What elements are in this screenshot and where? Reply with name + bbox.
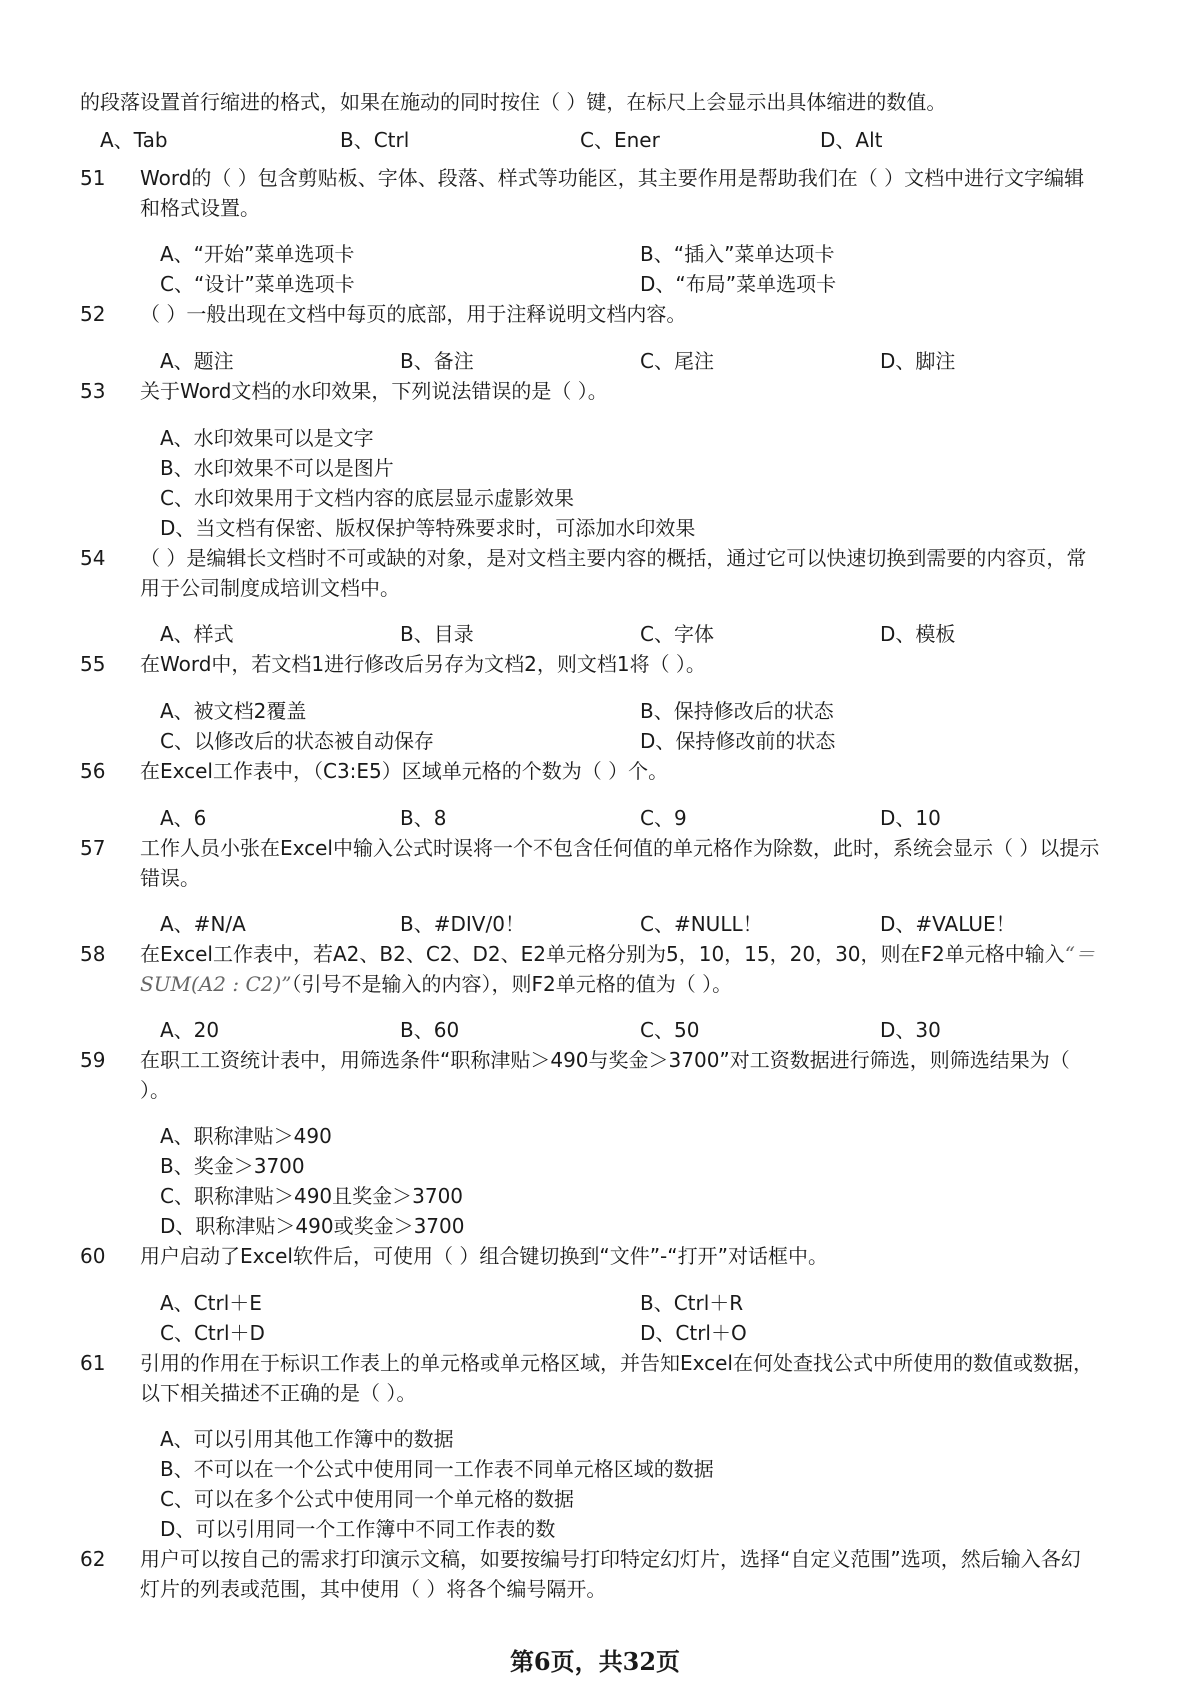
option-d: D、10 [880,806,941,830]
question-number: 56 [80,759,106,783]
option-a: A、职称津贴＞490 [160,1124,332,1148]
option-a: A、水印效果可以是文字 [160,426,374,450]
option-b: B、Ctrl＋R [640,1291,744,1315]
question-text: 在Word中，若文档1进行修改后另存为文档2，则文档1将（ ）。 [140,652,706,676]
option-c: C、职称津贴＞490且奖金＞3700 [160,1184,464,1208]
option-b: B、备注 [400,349,474,373]
question-text: 关于Word文档的水印效果，下列说法错误的是（ ）。 [140,379,608,403]
option-b: B、奖金＞3700 [160,1154,305,1178]
option-b: B、60 [400,1018,460,1042]
option-a: A、样式 [160,622,234,646]
option-b: B、#DIV/0！ [400,912,525,936]
option-a: A、6 [160,806,207,830]
option-b: B、“插入”菜单达项卡 [640,242,835,266]
option-a: A、题注 [160,349,234,373]
option-a: A、#N/A [160,912,246,936]
option-c: C、字体 [640,622,714,646]
option-b: B、目录 [400,622,474,646]
question-text: 用户可以按自己的需求打印演示文稿，如要按编号打印特定幻灯片，选择“自定义范围”选项，然后输入各幻灯片的列表或范围，其中使用（ ）将各个编号隔开。 [140,1547,1081,1601]
question-number: 53 [80,379,106,403]
option-d: D、脚注 [880,349,956,373]
question-text: 在职工工资统计表中，用筛选条件“职称津贴＞490与奖金＞3700”对工资数据进行筛选，则筛选结果为（ ）。 [140,1048,1070,1102]
option-d: D、30 [880,1018,941,1042]
question-text [140,939,1100,999]
option-c: C、水印效果用于文档内容的底层显示虚影效果 [160,486,574,510]
question-number: 51 [80,166,106,190]
question-number: 57 [80,836,106,860]
question-text: （ ）一般出现在文档中每页的底部，用于注释说明文档内容。 [140,302,687,326]
option-a: A、Ctrl＋E [160,1291,262,1315]
option-b: B、保持修改后的状态 [640,699,834,723]
question-text: 工作人员小张在Excel中输入公式时误将一个不包含任何值的单元格作为除数，此时，系统会显示（ ）以提示错误。 [140,836,1100,890]
option-b: B、8 [400,806,447,830]
question-text-part-a: 在Excel工作表中，若A2、B2、C2、D2、E2单元格分别为5，10，15，20，30，则在F2单元格中输入 [140,942,1065,966]
question-number: 58 [80,942,106,966]
question-number: 61 [80,1351,106,1375]
formula: “＝SUM(A2 : C2)” [140,942,1095,996]
question-text-part-b: （引号不是输入的内容），则F2单元格的值为（ ）。 [291,972,733,996]
option-a: A、20 [160,1018,220,1042]
option-d: D、保持修改前的状态 [640,729,836,753]
lead-text: 的段落设置首行缩进的格式，如果在施动的同时按住（ ）键，在标尺上会显示出具体缩进的数值。 [80,90,947,114]
option-c: C、50 [640,1018,700,1042]
question-number: 52 [80,302,106,326]
question-text: 用户启动了Excel软件后，可使用（ ）组合键切换到“文件”-“打开”对话框中。 [140,1244,828,1268]
option-c: C、以修改后的状态被自动保存 [160,729,434,753]
lead-option-b: B、Ctrl [340,128,410,152]
question-text: 引用的作用在于标识工作表上的单元格或单元格区域，并告知Excel在何处查找公式中所使用的数值或数据，以下相关描述不正确的是（ ）。 [140,1351,1093,1405]
page-footer: 第6页，共32页 [509,1647,681,1676]
lead-option-c: C、Ener [580,128,660,152]
question-number: 54 [80,546,106,570]
option-b: B、不可以在一个公式中使用同一工作表不同单元格区域的数据 [160,1457,714,1481]
option-a: A、被文档2覆盖 [160,699,307,723]
option-d: D、可以引用同一个工作簿中不同工作表的数 [160,1517,556,1541]
question-number: 55 [80,652,106,676]
option-c: C、#NULL！ [640,912,763,936]
lead-option-a: A、Tab [100,128,168,152]
question-text: Word的（ ）包含剪贴板、字体、段落、样式等功能区，其主要作用是帮助我们在（ ）文档中进行文字编辑和格式设置。 [140,166,1085,220]
option-c: C、可以在多个公式中使用同一个单元格的数据 [160,1487,574,1511]
option-d: D、#VALUE！ [880,912,1016,936]
option-d: D、“布局”菜单选项卡 [640,272,837,296]
question-number: 59 [80,1048,106,1072]
option-c: C、“设计”菜单选项卡 [160,272,355,296]
option-d: D、模板 [880,622,956,646]
option-c: C、尾注 [640,349,714,373]
option-d: D、Ctrl＋O [640,1321,747,1345]
option-a: A、“开始”菜单选项卡 [160,242,355,266]
option-a: A、可以引用其他工作簿中的数据 [160,1427,454,1451]
option-d: D、当文档有保密、版权保护等特殊要求时，可添加水印效果 [160,516,696,540]
option-b: B、水印效果不可以是图片 [160,456,394,480]
question-text: （ ）是编辑长文档时不可或缺的对象，是对文档主要内容的概括，通过它可以快速切换到需要的内容页，常用于公司制度成培训文档中。 [140,546,1087,600]
option-c: C、Ctrl＋D [160,1321,265,1345]
question-number: 62 [80,1547,106,1571]
option-d: D、职称津贴＞490或奖金＞3700 [160,1214,465,1238]
question-text: 在Excel工作表中，（C3:E5）区域单元格的个数为（ ）个。 [140,759,669,783]
question-number: 60 [80,1244,106,1268]
option-c: C、9 [640,806,687,830]
lead-option-d: D、Alt [820,128,883,152]
